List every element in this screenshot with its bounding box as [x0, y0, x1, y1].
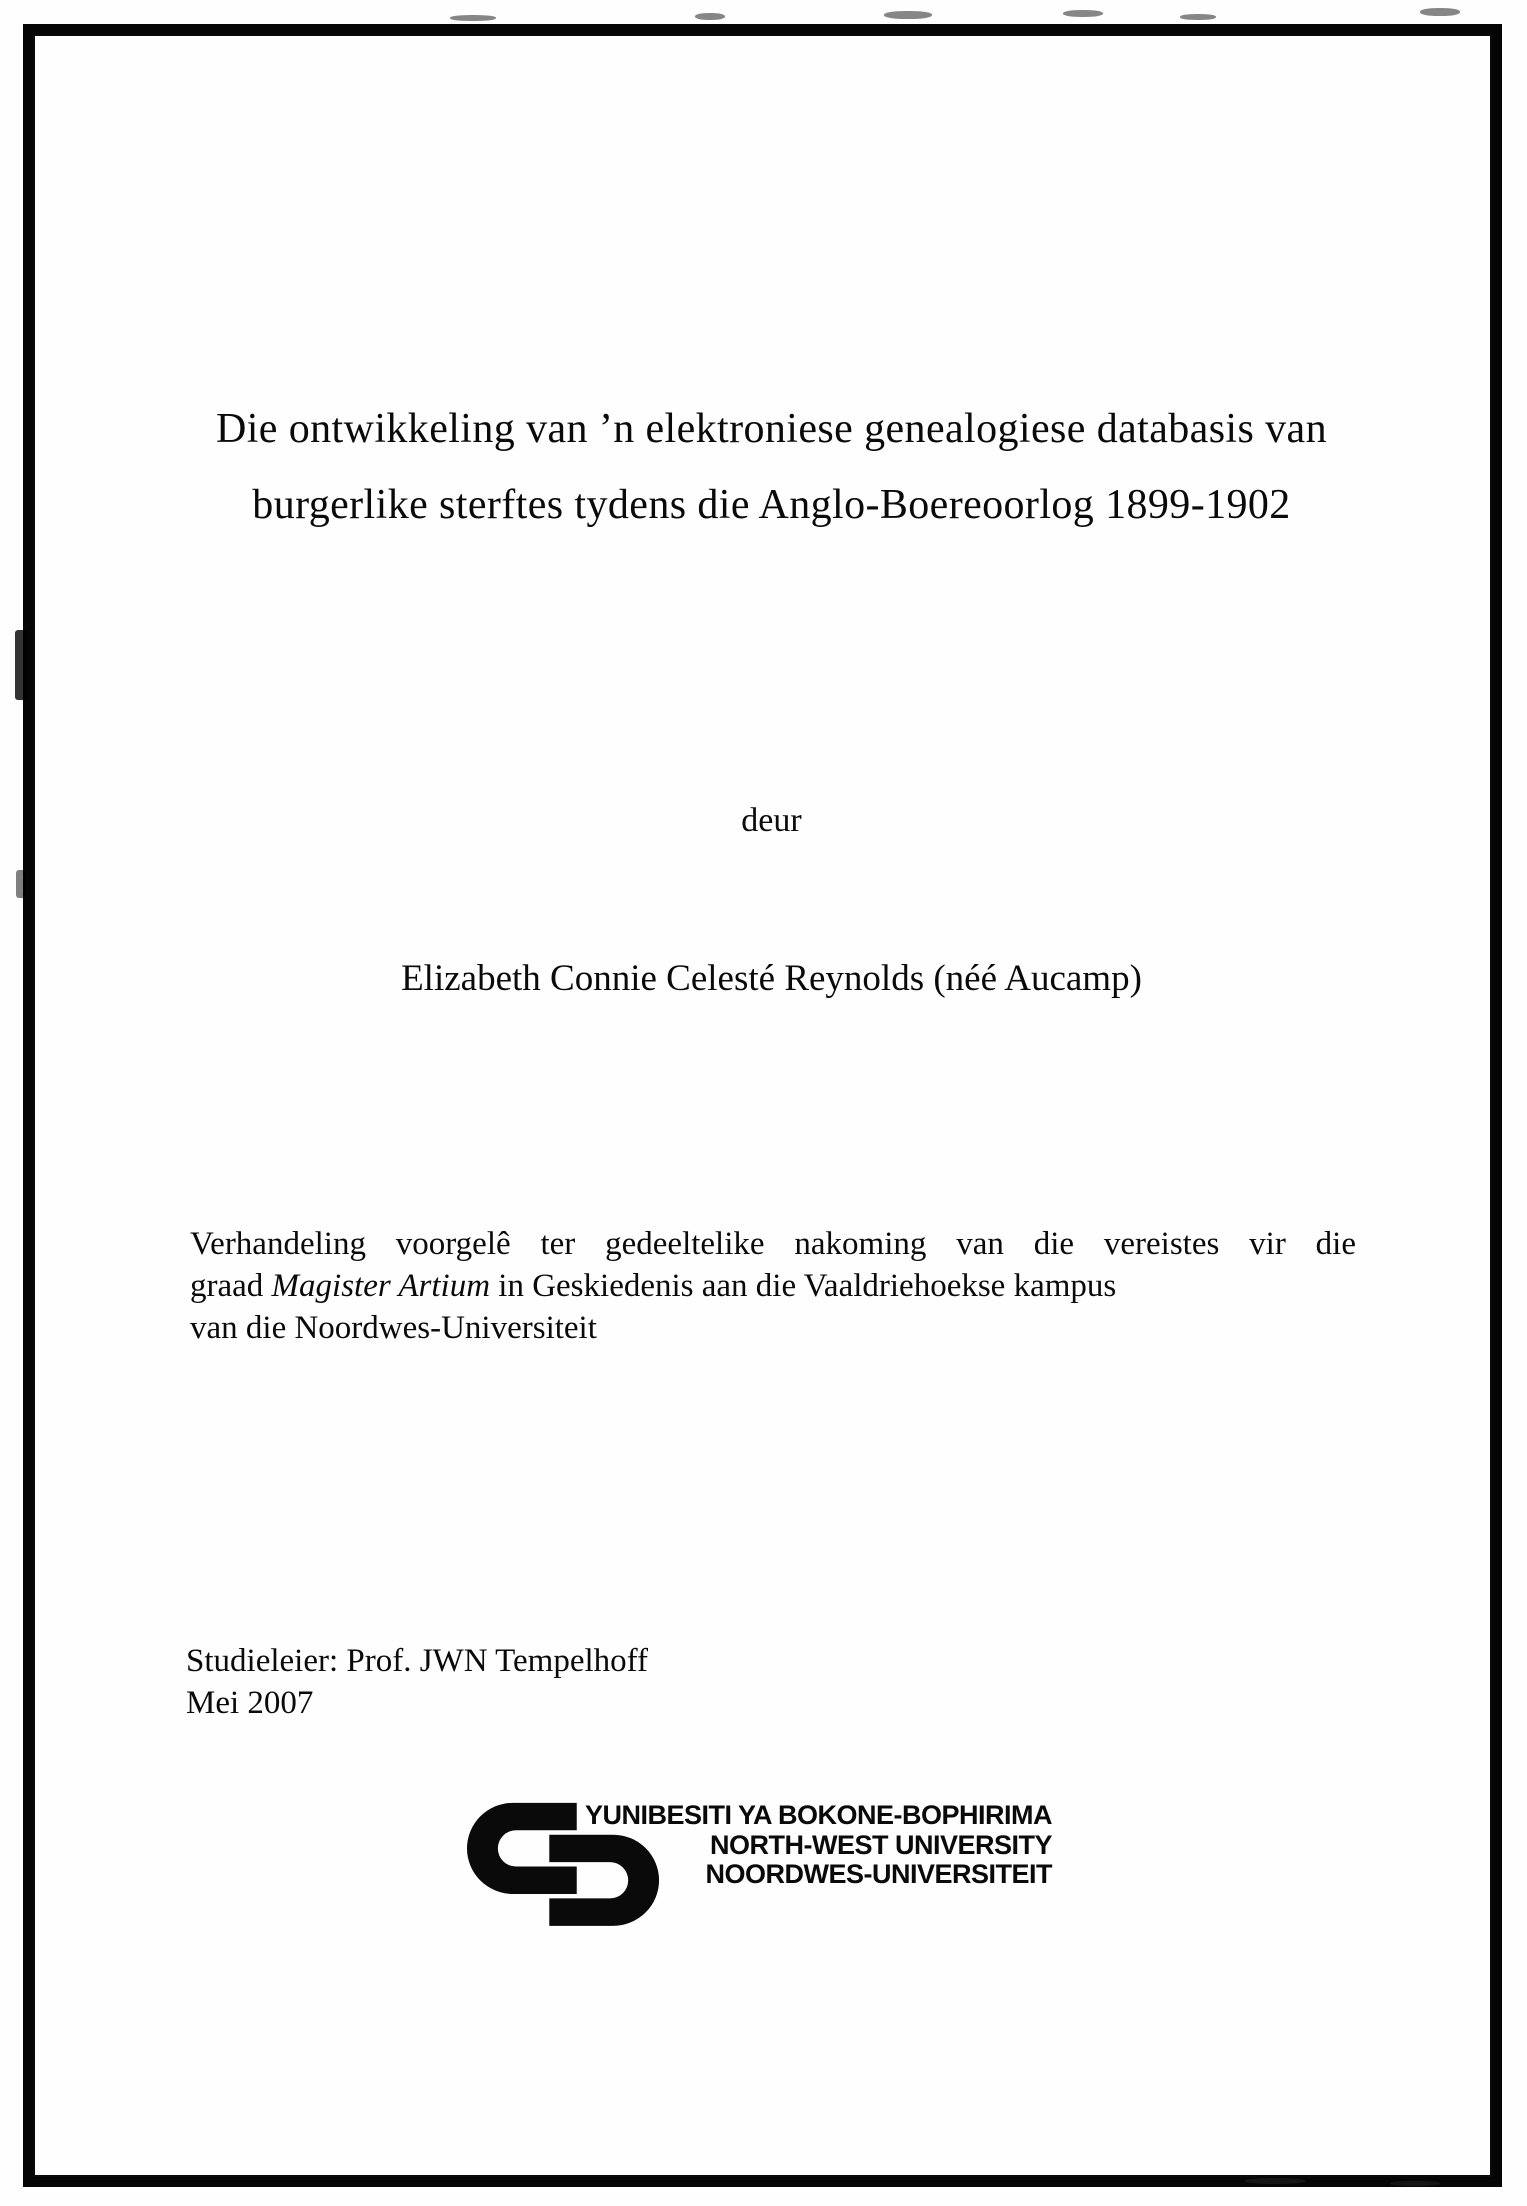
degree-statement-line-2-suffix: in Geskiedenis aan die Vaaldriehoekse kampus [490, 1268, 1117, 1304]
thesis-title-line-2: burgerlike sterftes tydens die Anglo-Boereoorlog 1899-1902 [252, 482, 1291, 528]
degree-statement-line-2 [190, 1265, 1356, 1307]
thesis-title [0, 391, 1527, 543]
scan-artifact [15, 630, 28, 700]
degree-name-italic: Magister Artium [271, 1268, 491, 1304]
thesis-title-line-1: Die ontwikkeling van ’n elektroniese genealogiese databasis van [215, 406, 1327, 452]
scan-artifact [884, 11, 932, 19]
supervisor-line: Studieleier: Prof. JWN Tempelhoff [186, 1643, 649, 1679]
university-name-setswana: YUNIBESITI YA BOKONE-BOPHIRIMA [584, 1800, 1052, 1830]
author-name: Elizabeth Connie Celesté Reynolds (néé Aucamp) [401, 958, 1142, 999]
scan-artifact [450, 15, 496, 21]
university-logo-text [585, 1801, 1052, 1890]
supervisor-block [186, 1640, 648, 1724]
scan-artifact [1063, 10, 1103, 17]
degree-statement-line-2-prefix: graad [190, 1268, 272, 1304]
university-name-afrikaans: NOORDWES-UNIVERSITEIT [705, 1859, 1052, 1889]
scan-artifact [1180, 14, 1216, 20]
scan-artifact [695, 13, 725, 20]
degree-statement-line-3: van die Noordwes-Universiteit [190, 1310, 597, 1346]
date-line: Mei 2007 [186, 1685, 314, 1721]
degree-statement [190, 1223, 1356, 1349]
scan-artifact [16, 870, 26, 898]
byline-preposition: deur [741, 802, 802, 839]
scan-artifact [1420, 8, 1460, 16]
university-name-english: NORTH-WEST UNIVERSITY [709, 1829, 1052, 1860]
scan-artifact [1245, 2178, 1305, 2184]
degree-statement-line-1: Verhandeling voorgelê ter gedeeltelike nakoming van die vereistes vir die [190, 1226, 1356, 1262]
scan-artifact [1390, 2181, 1440, 2186]
